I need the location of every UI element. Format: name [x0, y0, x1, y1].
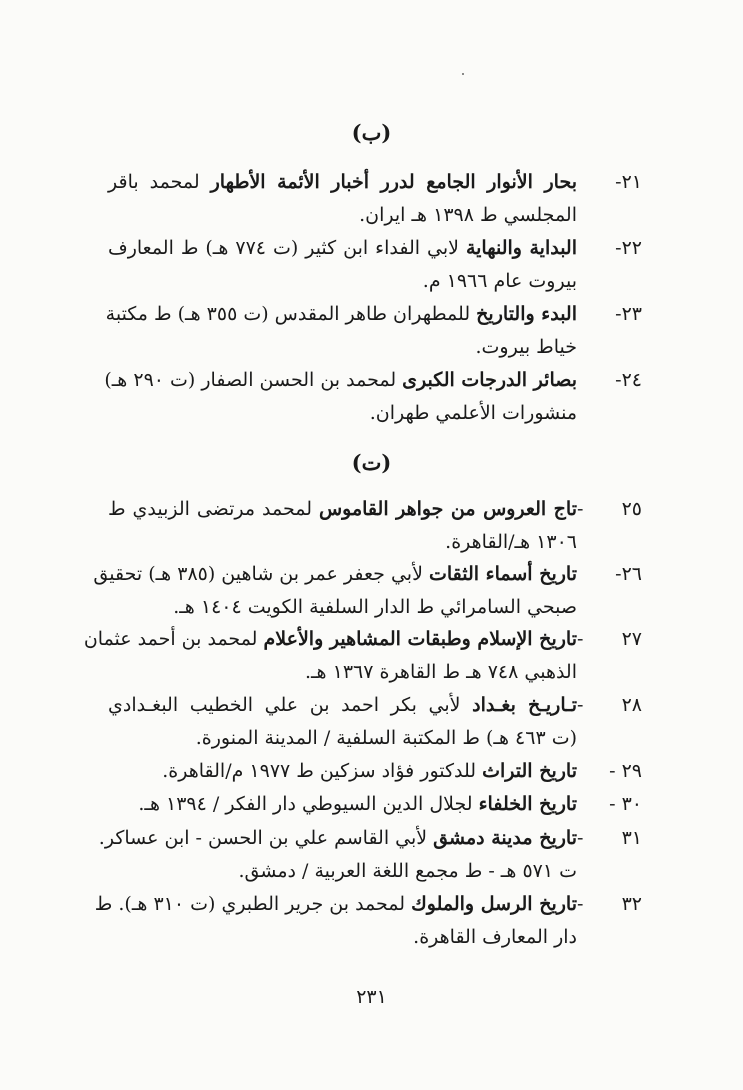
bibliography-entry-32 [94, 888, 642, 954]
entry-title: تاريخ مدينة دمشق [433, 827, 577, 849]
entry-title: بحار الأنوار الجامع لدرر أخبار الأئمة الأطهار [210, 171, 577, 193]
entry-line [108, 689, 642, 722]
entry-number: ٣٠ - [609, 793, 642, 815]
entry-continuation: المجلسي ط ١٣٩٨ هـ ايران. [359, 204, 577, 226]
entry-line [108, 755, 642, 788]
entry-number: ٢٨ - [577, 694, 642, 716]
entry-number: ٢١- [615, 171, 642, 193]
bibliography-entry-30 [108, 788, 642, 821]
bibliography-entry-23 [105, 298, 642, 364]
entry-details: للمطهران طاهر المقدس (ت ٣٥٥ هـ) ط مكتبة [105, 303, 477, 325]
entry-details: لمحمد بن جرير الطبري (ت ٣١٠ هـ). ط [94, 893, 412, 915]
entry-line [83, 623, 642, 656]
entry-line [93, 558, 642, 591]
entry-title: بصائر الدرجات الكبرى [402, 369, 577, 391]
entry-line [105, 298, 642, 331]
section-heading-ba: (ب) [351, 120, 392, 145]
entry-line [108, 788, 642, 821]
entry-details: لمحمد بن أحمد عثمان [83, 628, 264, 650]
entry-title: تاريخ الخلفاء [478, 793, 577, 815]
entry-line [108, 166, 642, 199]
entry-number: ٢٩ - [609, 760, 642, 782]
entry-details: لابي الفداء ابن كثير (ت ٧٧٤ هـ) ط المعارف [108, 237, 466, 259]
entry-details: لأبي القاسم علي بن الحسن - ابن عساكر. [98, 827, 434, 849]
entry-continuation: ت ٥٧١ هـ - ط مجمع اللغة العربية / دمشق. [238, 860, 577, 882]
bibliography-entry-31 [98, 822, 642, 888]
entry-line [94, 888, 642, 921]
entry-line [98, 822, 642, 855]
entry-number: ٢٥ - [577, 498, 642, 520]
entry-continuation: دار المعارف القاهرة. [413, 926, 577, 948]
entry-line [108, 232, 642, 265]
entry-line [104, 364, 642, 397]
entry-title: تاريخ الإسلام وطبقات المشاهير والأعلام [263, 628, 577, 650]
entry-title: تاريخ التراث [482, 760, 577, 782]
bibliography-entry-29 [108, 755, 642, 788]
bibliography-entry-24 [104, 364, 642, 430]
entry-number: ٢٦- [615, 563, 642, 585]
entry-title: البدء والتاريخ [476, 303, 577, 325]
entry-title: تاريخ الرسل والملوك [411, 893, 577, 915]
entry-details: لأبي جعفر عمر بن شاهين (٣٨٥ هـ) تحقيق [93, 563, 429, 585]
entry-details: لأبي بكر احمد بن علي الخطيب البغـدادي [108, 694, 473, 716]
entry-details: لمحمد باقر [108, 171, 211, 193]
entry-continuation: خياط بيروت. [475, 336, 577, 358]
entry-details: لمحمد بن الحسن الصفار (ت ٢٩٠ هـ) [104, 369, 403, 391]
entry-title: البداية والنهاية [465, 237, 578, 259]
entry-details: لمحمد مرتضى الزبيدي ط [108, 498, 319, 520]
bibliography-entry-27 [83, 623, 642, 689]
entry-title: تاج العروس من جواهر القاموس [318, 498, 577, 520]
entry-details: للدكتور فؤاد سزكين ط ١٩٧٧ م/القاهرة. [162, 760, 483, 782]
bibliography-entry-28 [108, 689, 642, 755]
scan-speck [462, 73, 464, 75]
bibliography-entry-26 [93, 558, 642, 624]
entry-continuation: منشورات الأعلمي طهران. [369, 402, 577, 424]
bibliography-entry-25 [108, 493, 642, 559]
section-heading-ta: (ت) [351, 450, 392, 475]
bibliography-entry-22 [108, 232, 642, 298]
entry-continuation: (ت ٤٦٣ هـ) ط المكتبة السلفية / المدينة المنورة. [195, 727, 577, 749]
entry-number: ٢٢- [615, 237, 643, 259]
entry-continuation: ١٣٠٦ هـ/القاهرة. [445, 531, 577, 553]
entry-continuation: صبحي السامرائي ط الدار السلفية الكويت ١٤٠٤ هـ. [173, 596, 577, 618]
entry-title: تاريخ أسماء الثقات [428, 563, 577, 585]
entry-continuation: بيروت عام ١٩٦٦ م. [422, 270, 577, 292]
entry-number: ٣٢ - [577, 893, 642, 915]
entry-line [108, 493, 642, 526]
entry-number: ٢٤- [615, 369, 642, 391]
bibliography-entry-21 [108, 166, 642, 232]
entry-continuation: الذهبي ٧٤٨ هـ ط القاهرة ١٣٦٧ هـ. [304, 661, 577, 683]
entry-number: ٢٧ - [577, 628, 642, 650]
entry-number: ٣١ - [577, 827, 642, 849]
entry-details: لجلال الدين السيوطي دار الفكر / ١٣٩٤ هـ. [138, 793, 479, 815]
entry-title: تـاريـخ بغـداد [472, 694, 577, 716]
entry-number: ٢٣- [615, 303, 642, 325]
page-number: ٢٣١ [356, 986, 387, 1008]
